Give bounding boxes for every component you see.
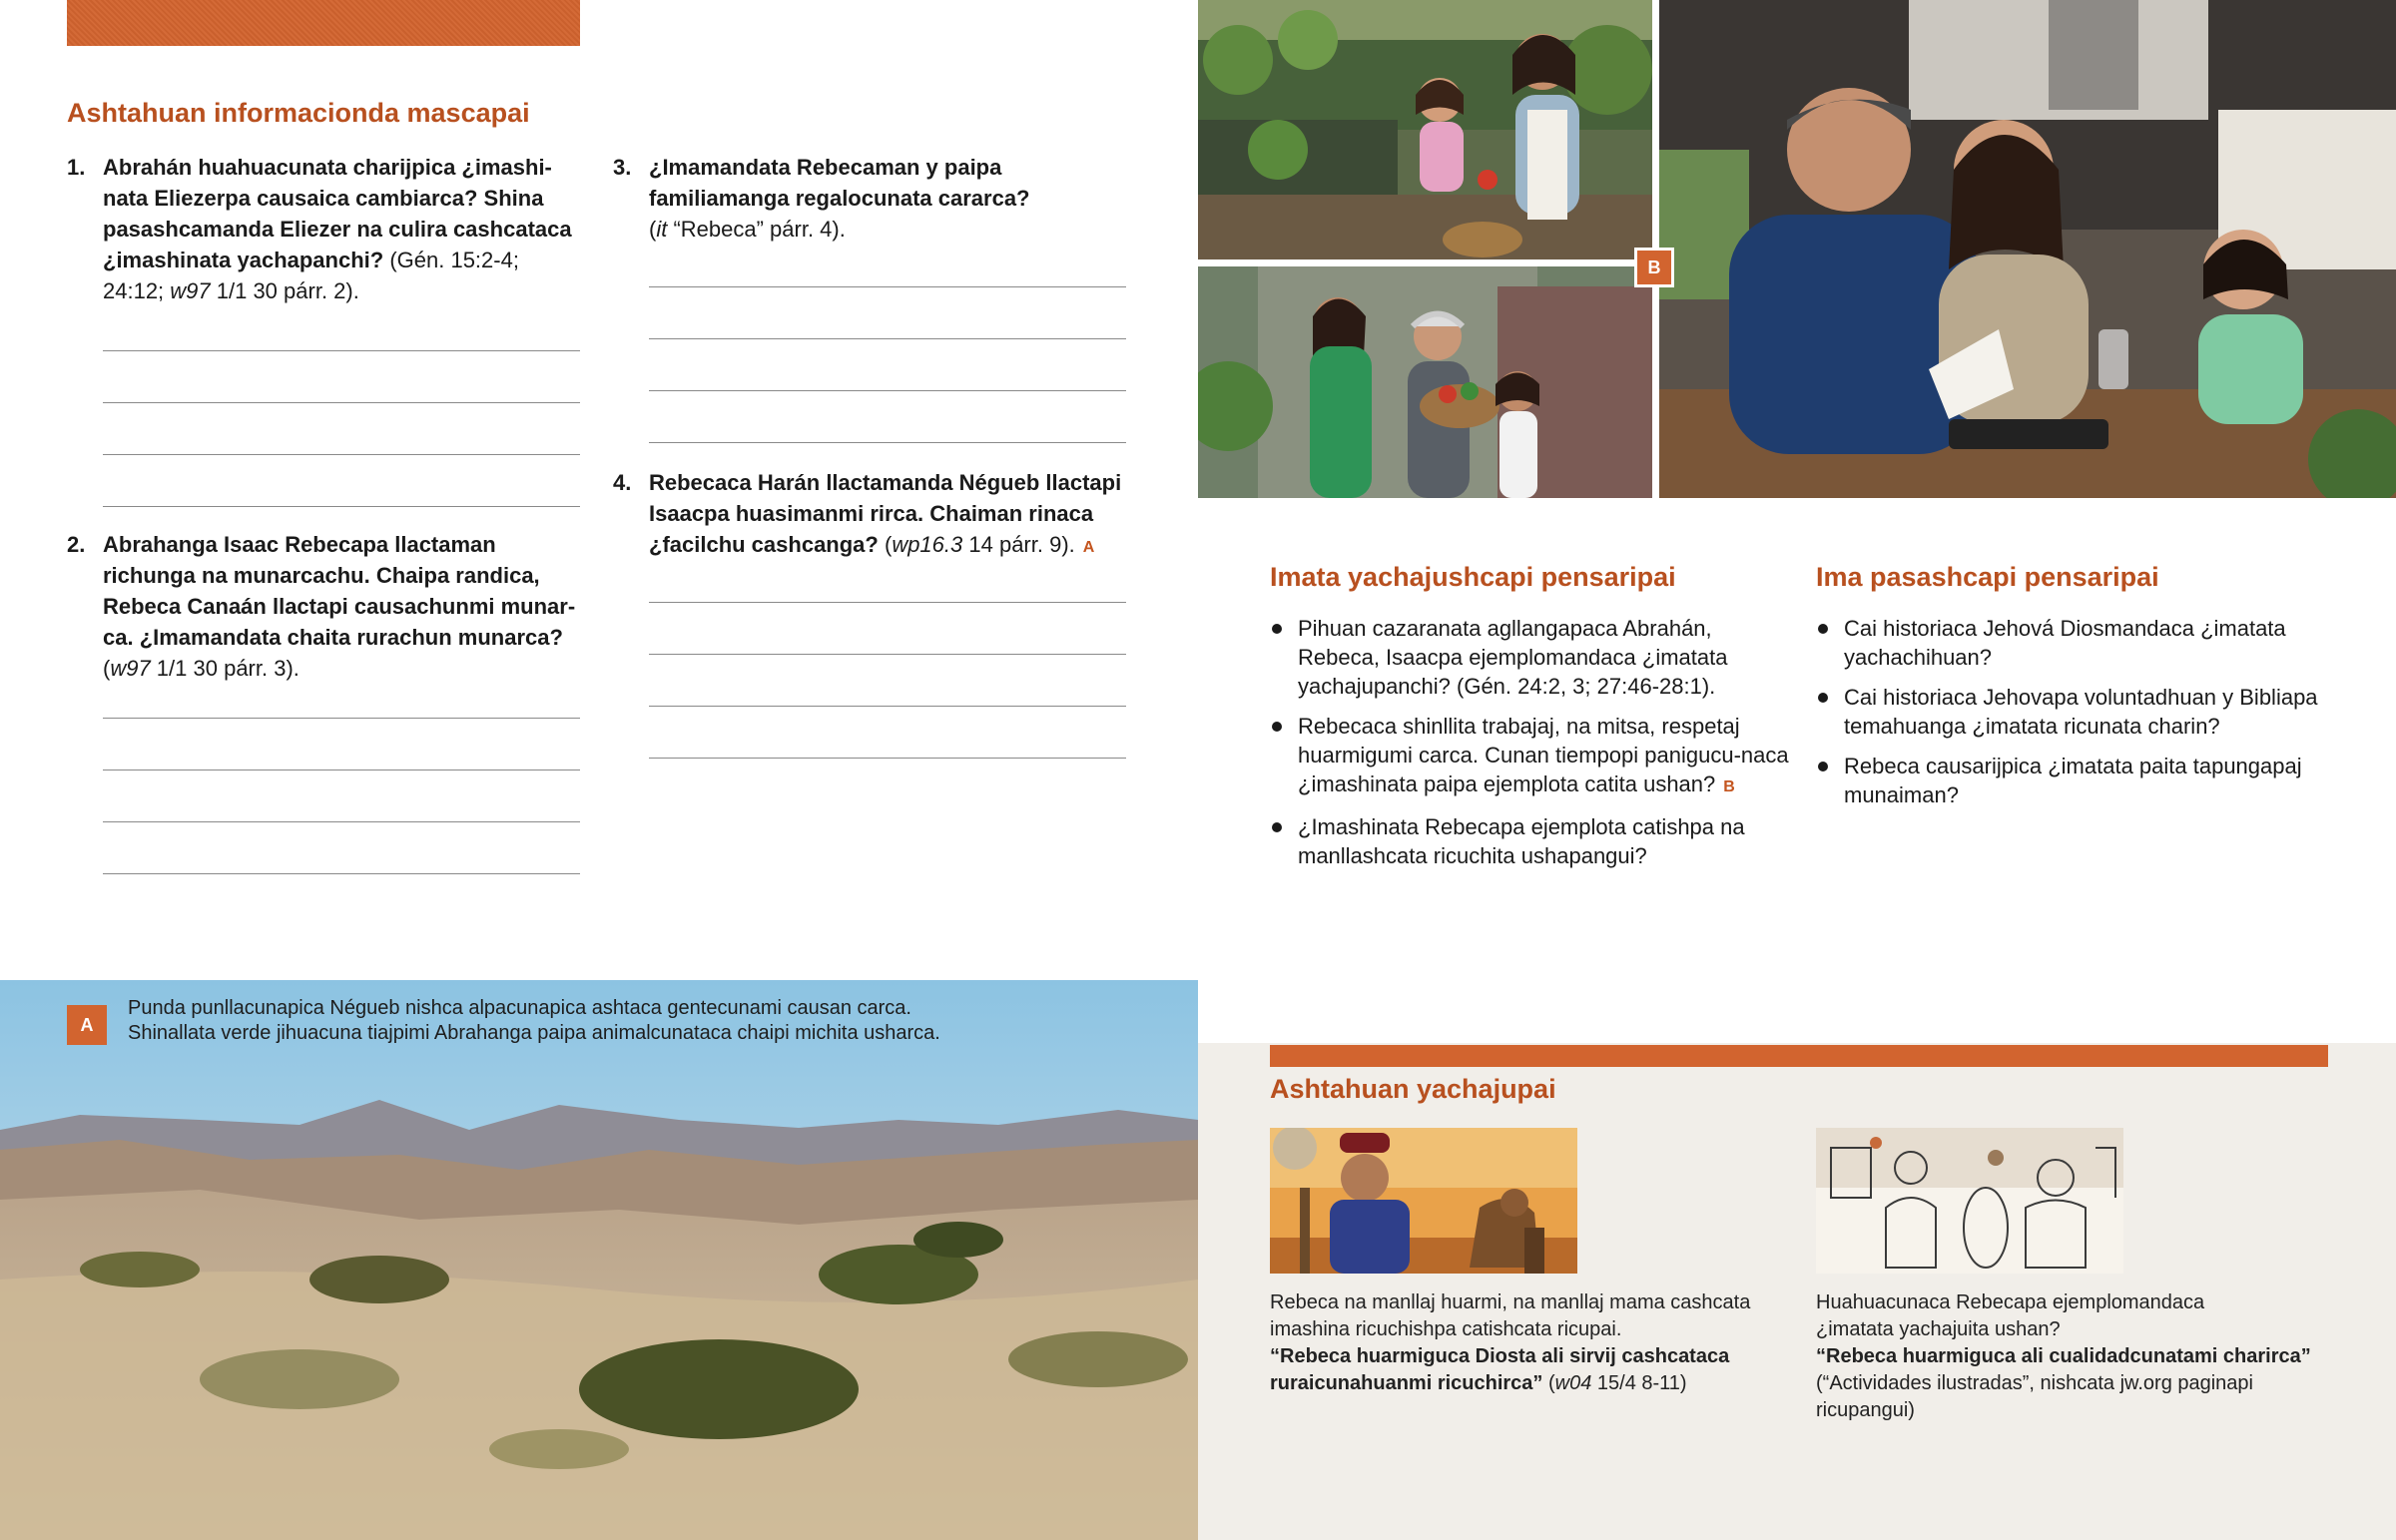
- reference-line: 24:12;: [103, 278, 171, 303]
- further-item-reference: (: [1542, 1372, 1555, 1394]
- question-text-line: ¿facilchu cashcanga?: [649, 532, 879, 557]
- question-text-line: richunga na munarcachu. Chaipa randica,: [103, 563, 540, 588]
- list-item: Rebeca causarijpica ¿imatata paita tapungapaj munaiman?: [1816, 752, 2335, 809]
- further-item-source: (“Actividades ilustradas”, nishcata jw.org paginapi: [1816, 1372, 2253, 1394]
- think-bullet-list: [1270, 614, 1789, 881]
- answer-line[interactable]: [103, 770, 580, 822]
- happened-bullet-list: [1816, 614, 2335, 820]
- answer-line[interactable]: [103, 299, 580, 351]
- question-number: 4.: [613, 470, 632, 495]
- question-text-line: pasashcamanda Eliezer na culira cashcataca: [103, 217, 572, 242]
- answer-line[interactable]: [103, 403, 580, 455]
- further-item-description: ¿imatata yachajuita ushan?: [1816, 1318, 2061, 1340]
- section-heading-more-info: Ashtahuan informacionda mascapai: [67, 98, 530, 128]
- answer-line[interactable]: [103, 719, 580, 770]
- further-item-1: [1270, 1289, 1789, 1397]
- reference-line: (: [103, 656, 111, 681]
- publication-symbol: wp16.3: [892, 532, 963, 557]
- further-item-description: Huahuacunaca Rebecapa ejemplomandaca: [1816, 1291, 2205, 1313]
- further-item-title[interactable]: “Rebeca huarmiguca Diosta ali sirvij cashcataca: [1270, 1345, 1730, 1367]
- thumbnail-illustrated-activity[interactable]: [1816, 1128, 2123, 1274]
- question-text-line: ¿Imamandata Rebecaman y paipa: [649, 155, 1002, 180]
- answer-line[interactable]: [649, 655, 1126, 707]
- answer-line[interactable]: [649, 339, 1126, 391]
- section-heading-think: Imata yachajushcapi pensaripai: [1270, 562, 1676, 592]
- answer-line[interactable]: [649, 707, 1126, 759]
- photo-giving-vegetables: [1198, 266, 1652, 498]
- list-item: ¿Imashinata Rebecapa ejemplota catishpa na manllashcata ricuchita ushapangui?: [1270, 812, 1789, 870]
- answer-line[interactable]: [649, 391, 1126, 443]
- further-item-title[interactable]: “Rebeca huarmiguca ali cualidadcunatami charirca”: [1816, 1345, 2311, 1367]
- photo-garden-mother-daughter: [1198, 0, 1652, 259]
- reference-line: “Rebeca” párr. 4).: [667, 217, 846, 242]
- question-text-line: nata Eliezerpa causaica cambiarca? Shina: [103, 186, 544, 211]
- question-text-line: ca. ¿Imamandata chaita rurachun munarca?: [103, 625, 563, 650]
- photo-family-table-study: [1659, 0, 2396, 498]
- photo-negueb-landscape: [0, 980, 1198, 1540]
- answer-lines-q4[interactable]: [649, 551, 1126, 759]
- scripture-reference: (Gén. 15:2-4;: [389, 248, 519, 272]
- answer-line[interactable]: [103, 351, 580, 403]
- negueb-caption: [128, 996, 1166, 1046]
- reference-line: 1/1 30 párr. 2).: [210, 278, 359, 303]
- further-item-reference: 15/4 8-11): [1591, 1372, 1687, 1394]
- answer-lines-q3[interactable]: [649, 236, 1126, 443]
- answer-line[interactable]: [649, 287, 1126, 339]
- reference-line: 1/1 30 párr. 3).: [150, 656, 300, 681]
- caption-line: Punda punllacunapica Négueb nishca alpacunapica ashtaca gentecunami causan carca.: [128, 997, 911, 1019]
- question-4: [613, 467, 1152, 563]
- section-heading-further-study: Ashtahuan yachajupai: [1270, 1074, 1556, 1104]
- further-item-title[interactable]: ruraicunahuanmi ricuchirca”: [1270, 1372, 1543, 1394]
- image-badge-b: B: [1634, 248, 1674, 287]
- answer-lines-q2[interactable]: [103, 667, 580, 874]
- further-item-description: imashina ricuchishpa catishcata ricupai.: [1270, 1318, 1622, 1340]
- reference-line: (: [884, 532, 893, 557]
- publication-symbol: w04: [1554, 1372, 1592, 1394]
- further-item-source: ricupangui): [1816, 1399, 1915, 1421]
- image-label-a[interactable]: A: [1082, 539, 1095, 556]
- question-number: 1.: [67, 155, 86, 180]
- question-number: 2.: [67, 532, 86, 557]
- answer-line[interactable]: [649, 551, 1126, 603]
- question-text-line: ¿imashinata yachapanchi?: [103, 248, 384, 272]
- question-text-line: Isaacpa huasimanmi rirca. Chaiman rinaca: [649, 501, 1094, 526]
- question-text-line: Rebeca Canaán llactapi causachunmi munar-: [103, 594, 576, 619]
- top-accent-bar: [67, 0, 580, 46]
- image-label-b[interactable]: B: [1723, 778, 1735, 795]
- answer-line[interactable]: [103, 667, 580, 719]
- question-2: [67, 529, 596, 684]
- publication-symbol: it: [656, 217, 668, 242]
- question-3: [613, 152, 1132, 245]
- list-item: Cai historiaca Jehovapa voluntadhuan y Bibliapa temahuanga ¿imatata ricunata charin?: [1816, 683, 2335, 741]
- question-number: 3.: [613, 155, 632, 180]
- thumbnail-rebecca-well[interactable]: [1270, 1128, 1577, 1274]
- list-item: Cai historiaca Jehová Diosmandaca ¿imatata yachachihuan?: [1816, 614, 2335, 672]
- reference-line: (: [649, 217, 657, 242]
- question-text-line: familiamanga regalocunata cararca?: [649, 186, 1030, 211]
- list-item: Pihuan cazaranata agllangapaca Abrahán, Rebeca, Isaacpa ejemplomandaca ¿imatata yachajupanchi? (Gén. 24:2, 3; 27:46-28:1).: [1270, 614, 1789, 701]
- caption-line: Shinallata verde jihuacuna tiajpimi Abrahanga paipa animalcunataca chaipi michita usharca.: [128, 1022, 940, 1044]
- answer-lines-q1[interactable]: [103, 299, 580, 507]
- reference-line: 14 párr. 9).: [962, 532, 1075, 557]
- further-item-description: Rebeca na manllaj huarmi, na manllaj mama cashcata: [1270, 1291, 1751, 1313]
- answer-line[interactable]: [649, 236, 1126, 287]
- section-heading-happened: Ima pasashcapi pensaripai: [1816, 562, 2159, 592]
- question-1: [67, 152, 586, 306]
- image-badge-a: A: [67, 1005, 107, 1045]
- answer-line[interactable]: [649, 603, 1126, 655]
- question-text-line: Abrahán huahuacunata charijpica ¿imashi-: [103, 155, 552, 180]
- further-item-2: [1816, 1289, 2375, 1424]
- answer-line[interactable]: [103, 822, 580, 874]
- question-text-line: Rebecaca Harán llactamanda Négueb llactapi: [649, 470, 1122, 495]
- list-item: Rebecaca shinllita trabajaj, na mitsa, respetaj huarmigumi carca. Cunan tiempopi panigucu-naca ¿imashinata paipa ejemplota catita ushan? B: [1270, 712, 1789, 801]
- answer-line[interactable]: [103, 455, 580, 507]
- publication-symbol: w97: [170, 278, 211, 303]
- publication-symbol: w97: [110, 656, 151, 681]
- question-text-line: Abrahanga Isaac Rebecapa llactaman: [103, 532, 496, 557]
- further-study-accent-bar: [1270, 1045, 2328, 1067]
